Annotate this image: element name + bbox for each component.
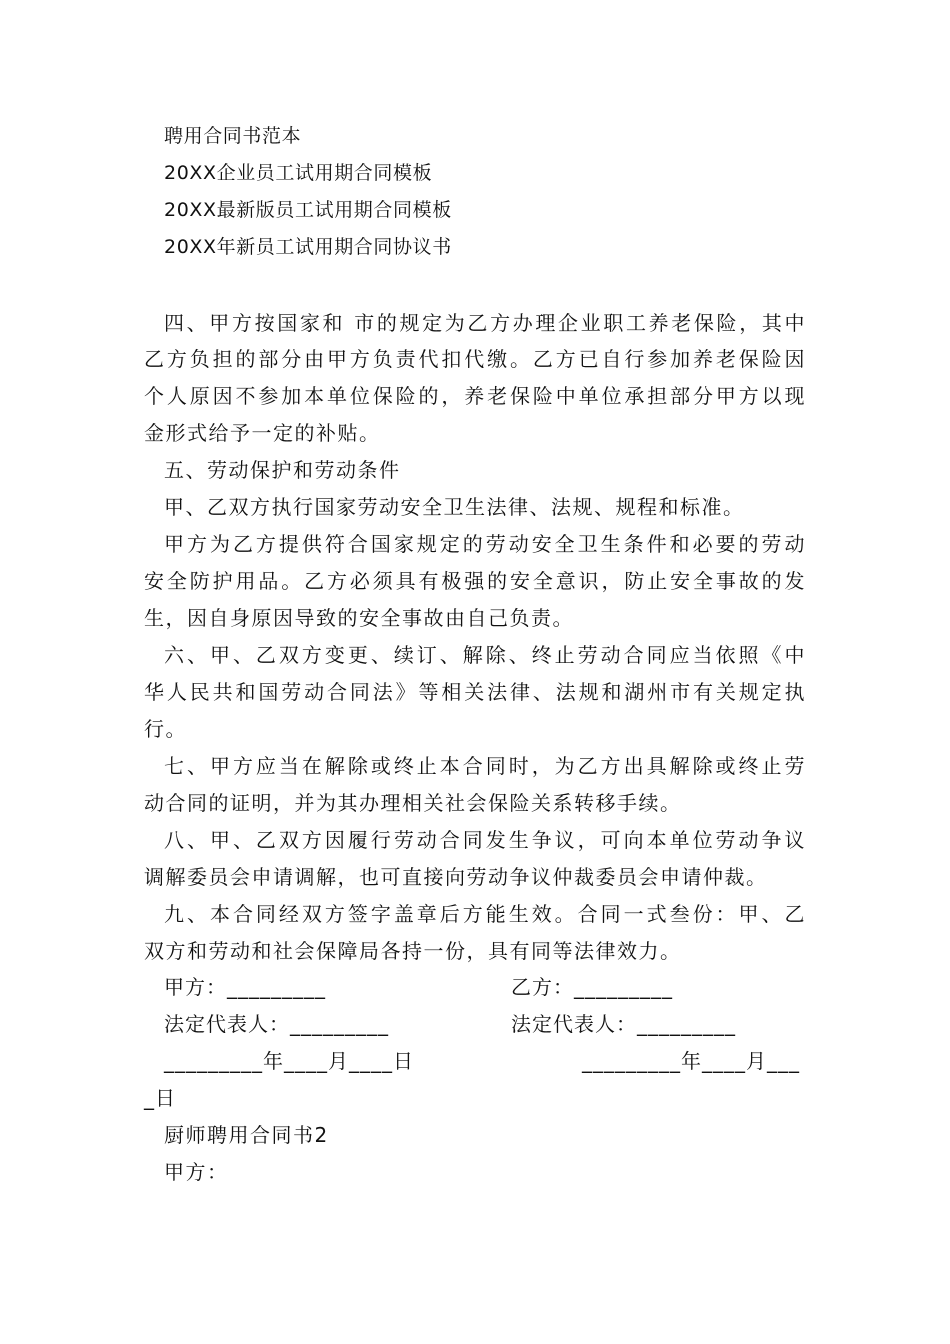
related-link[interactable]: 20XX最新版员工试用期合同模板 — [164, 199, 452, 221]
related-link[interactable]: 20XX年新员工试用期合同协议书 — [164, 236, 452, 258]
paragraph-line: 六、甲、乙双方变更、续订、解除、终止劳动合同应当依照《中 — [164, 643, 806, 667]
party-a-representative: 法定代表人：_________ — [164, 1012, 389, 1036]
paragraph-line: 双方和劳动和社会保障局各持一份，具有同等法律效力。 — [144, 939, 682, 963]
paragraph-line: 华人民共和国劳动合同法》等相关法律、法规和湖州市有关规定执 — [144, 680, 806, 704]
paragraph-line: 行。 — [144, 717, 187, 741]
paragraph-line: 四、甲方按国家和 市的规定为乙方办理企业职工养老保险，其中 — [164, 311, 806, 335]
paragraph-line: 金形式给予一定的补贴。 — [144, 421, 381, 445]
party-b-representative: 法定代表人：_________ — [511, 1012, 736, 1036]
paragraph-line: 动合同的证明，并为其办理相关社会保险关系转移手续。 — [144, 791, 682, 815]
party-b-signature: 乙方：_________ — [511, 975, 673, 999]
section-heading: 五、劳动保护和劳动条件 — [164, 458, 401, 482]
next-contract-title: 厨师聘用合同书2 — [164, 1123, 329, 1147]
paragraph-line: 调解委员会申请调解，也可直接向劳动争议仲裁委员会申请仲裁。 — [144, 865, 768, 889]
paragraph-line: 甲、乙双方执行国家劳动安全卫生法律、法规、规程和标准。 — [164, 495, 745, 519]
next-contract-party-a: 甲方： — [164, 1160, 229, 1184]
party-b-date-continued: _日 — [144, 1086, 176, 1110]
paragraph-line: 乙方负担的部分由甲方负责代扣代缴。乙方已自行参加养老保险因 — [144, 347, 806, 371]
related-link[interactable]: 聘用合同书范本 — [164, 125, 302, 147]
party-b-date: _________年____月___ — [582, 1049, 800, 1073]
party-a-date: _________年____月____日 — [164, 1049, 414, 1073]
related-link[interactable]: 20XX企业员工试用期合同模板 — [164, 162, 433, 184]
party-a-signature: 甲方：_________ — [164, 975, 326, 999]
paragraph-line: 甲方为乙方提供符合国家规定的劳动安全卫生条件和必要的劳动 — [164, 532, 806, 556]
paragraph-line: 个人原因不参加本单位保险的，养老保险中单位承担部分甲方以现 — [144, 384, 806, 408]
paragraph-line: 八、甲、乙双方因履行劳动合同发生争议，可向本单位劳动争议 — [164, 828, 806, 852]
paragraph-line: 九、本合同经双方签字盖章后方能生效。合同一式叁份：甲、乙 — [164, 902, 806, 926]
paragraph-line: 安全防护用品。乙方必须具有极强的安全意识，防止安全事故的发 — [144, 569, 806, 593]
paragraph-line: 七、甲方应当在解除或终止本合同时，为乙方出具解除或终止劳 — [164, 754, 806, 778]
paragraph-line: 生，因自身原因导致的安全事故由自己负责。 — [144, 606, 574, 630]
